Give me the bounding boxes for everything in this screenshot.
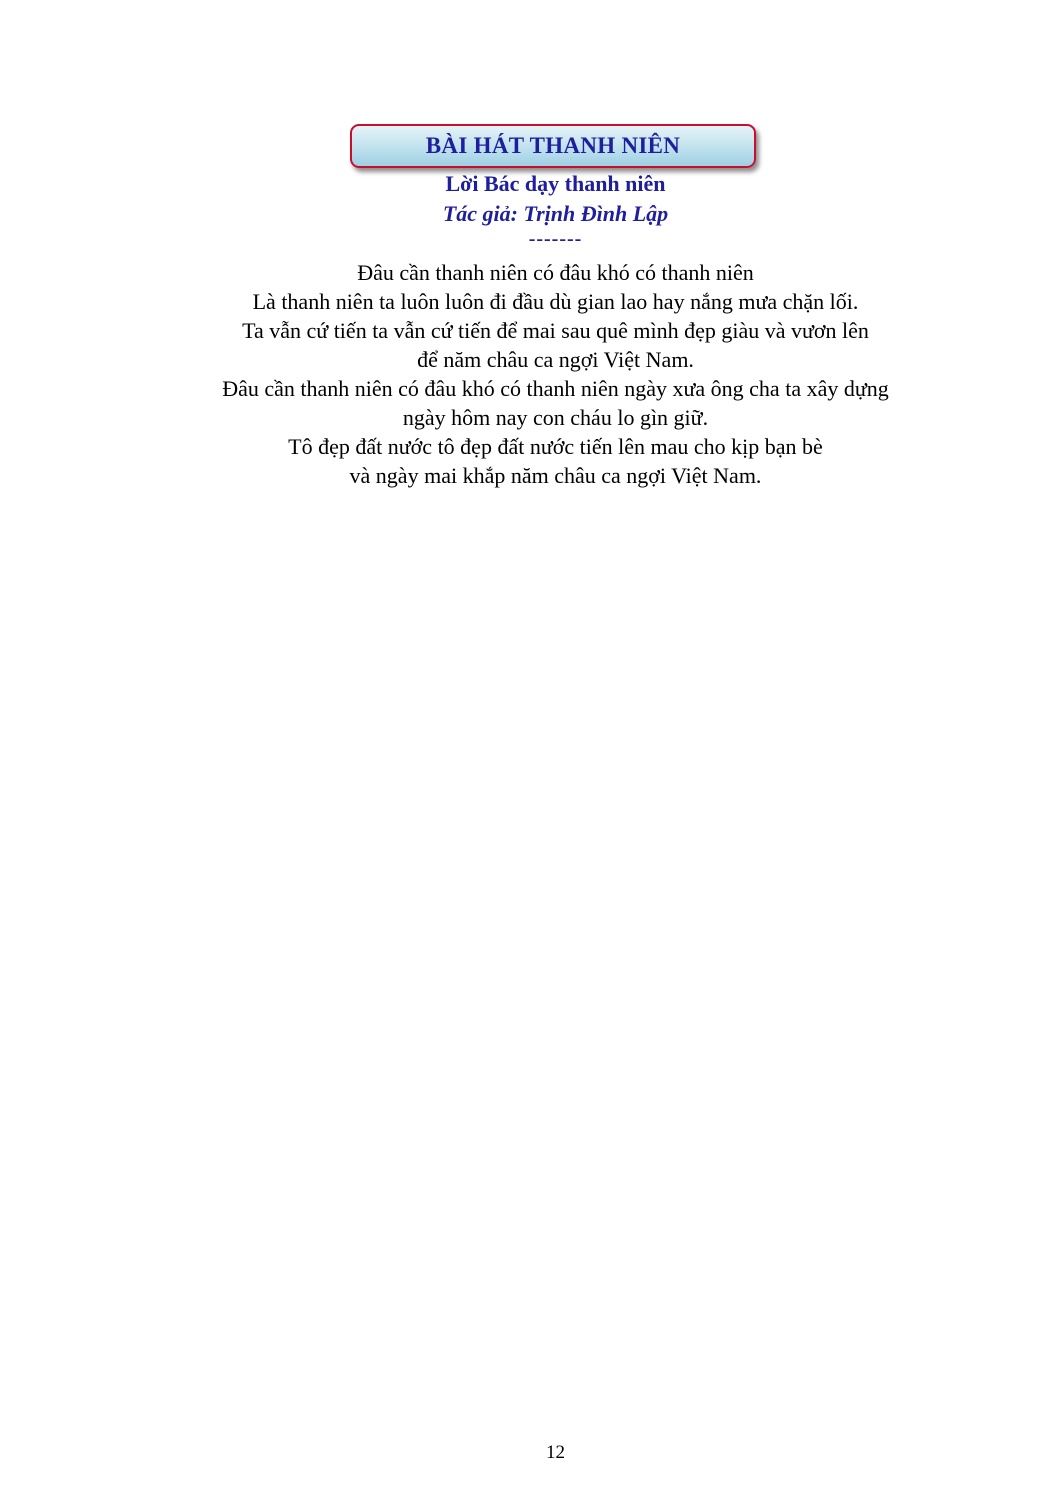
song-author: Tác giả: Trịnh Đình Lập [442, 201, 669, 226]
lyric-line: Đâu cần thanh niên có đâu khó có thanh niên [357, 260, 754, 285]
lyric-line: Là thanh niên ta luôn luôn đi đầu dù gian lao hay nắng mưa chặn lối. [252, 289, 859, 314]
separator: ------- [528, 228, 583, 250]
lyric-line: Ta vẫn cứ tiến ta vẫn cứ tiến để mai sau quê mình đẹp giàu và vươn lên [242, 318, 869, 343]
lyric-line: Tô đẹp đất nước tô đẹp đất nước tiến lên mau cho kịp bạn bè [288, 434, 823, 459]
lyric-line: ngày hôm nay con cháu lo gìn giữ. [402, 405, 709, 430]
page-number: 12 [546, 1442, 565, 1463]
song-title-box [350, 124, 756, 168]
lyric-line: và ngày mai khắp năm châu ca ngợi Việt Nam. [349, 463, 762, 488]
song-title: BÀI HÁT THANH NIÊN [425, 133, 681, 158]
song-subtitle: Lời Bác dạy thanh niên [445, 171, 666, 196]
lyric-line: Đâu cần thanh niên có đâu khó có thanh niên ngày xưa ông cha ta xây dựng [222, 376, 889, 401]
lyrics-block [0, 258, 1061, 490]
lyric-line: để năm châu ca ngợi Việt Nam. [417, 347, 694, 372]
